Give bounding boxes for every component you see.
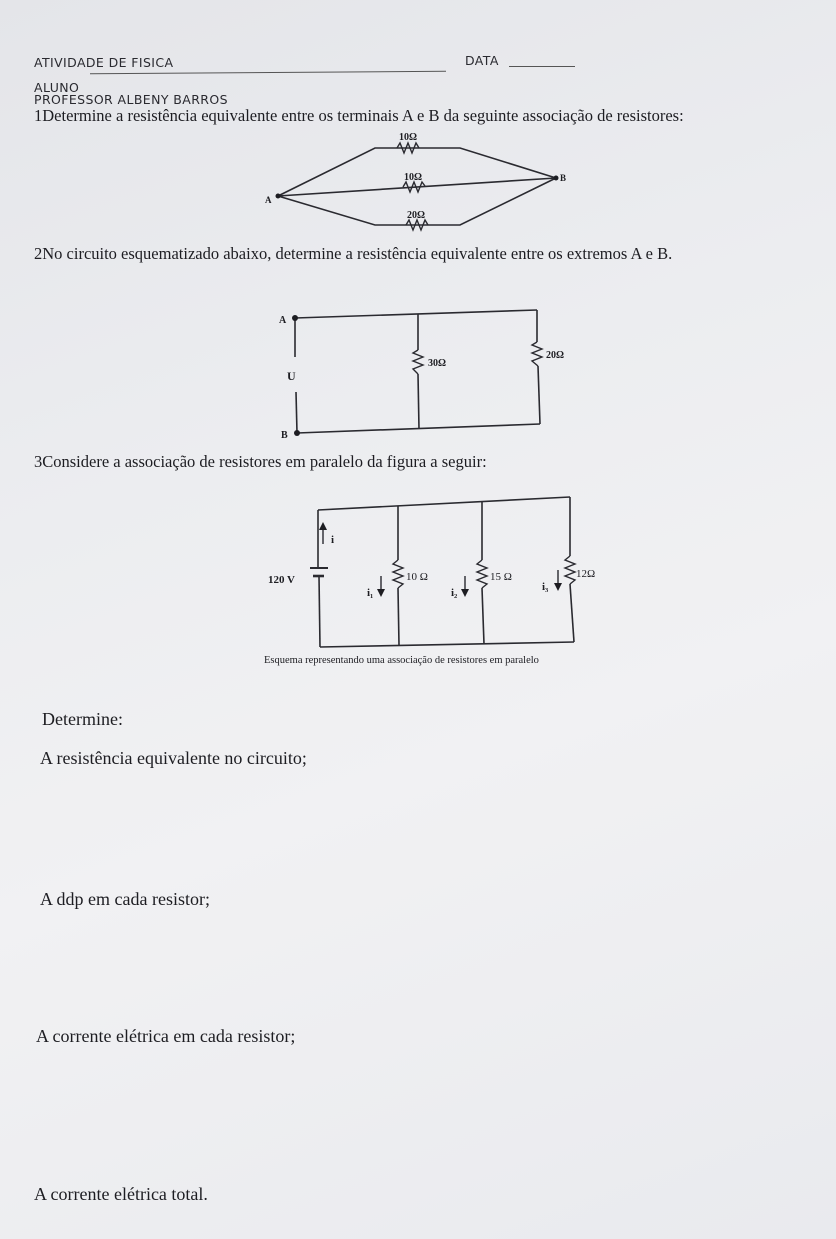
date-label: DATA: [465, 53, 499, 68]
determine-heading: Determine:: [42, 709, 123, 729]
q3-resistor-12: [565, 556, 575, 584]
q3-i1-label: i₁: [367, 587, 374, 599]
student-label: ALUNO: [34, 80, 80, 95]
q3-arrow-i-head: [319, 522, 327, 530]
q3-resistor-15-label: 15 Ω: [490, 571, 512, 583]
q2-terminal-b-label: B: [281, 430, 288, 441]
q3-i3-label: i₃: [542, 581, 549, 593]
question-2-text: 2No circuito esquematizado abaixo, determine a resistência equivalente entre os extremos A e B.: [34, 244, 673, 263]
q2-resistor-30-label: 30Ω: [428, 358, 447, 369]
q1-resistor-top-label: 10Ω: [399, 132, 418, 143]
q3-battery-wire-lower: [319, 576, 320, 647]
q1-terminal-b-label: B: [560, 173, 567, 183]
q3-resistor-10: [393, 560, 403, 588]
q3-r1-wire-lower: [398, 588, 399, 645]
q3-figure-caption: Esquema representando uma associação de resistores em paralelo: [264, 655, 539, 666]
q1-terminal-a-label: A: [265, 195, 272, 205]
q3-resistor-10-label: 10 Ω: [406, 571, 428, 583]
question-1-text: 1Determine a resistência equivalente entre os terminais A e B da seguinte associação de resistores:: [34, 106, 684, 125]
q3-voltage-label: 120 V: [268, 574, 295, 586]
q2-terminal-a-label: A: [279, 315, 287, 326]
q3-i2-label: i₂: [451, 587, 458, 599]
q3-r3-wire-lower: [570, 584, 574, 642]
q3-arrow-i1-head: [377, 589, 385, 597]
task-total-current: A corrente elétrica total.: [34, 1184, 208, 1204]
q3-resistor-12-label: 12Ω: [576, 568, 596, 580]
teacher-name: PROFESSOR ALBENY BARROS: [34, 92, 228, 107]
task-current-each-resistor: A corrente elétrica em cada resistor;: [36, 1026, 296, 1046]
q3-i-total-label: i: [331, 534, 335, 546]
q3-arrow-i2-head: [461, 589, 469, 597]
activity-title: ATIVIDADE DE FISICA: [34, 55, 174, 70]
q3-resistor-15: [477, 560, 487, 588]
q2-source-label: U: [287, 369, 296, 383]
q2-resistor-20-label: 20Ω: [546, 350, 565, 361]
q1-resistor-middle-label: 10Ω: [404, 172, 423, 183]
q3-arrow-i3-head: [554, 583, 562, 591]
task-equivalent-resistance: A resistência equivalente no circuito;: [40, 748, 307, 768]
question-3-text: 3Considere a associação de resistores em paralelo da figura a seguir:: [34, 452, 487, 471]
q1-resistor-bottom-label: 20Ω: [407, 210, 426, 221]
q3-bottom-rail: [320, 642, 574, 647]
q3-r2-wire-lower: [482, 588, 484, 644]
task-ddp-each-resistor: A ddp em cada resistor;: [40, 889, 210, 909]
q3-top-rail: [318, 497, 570, 510]
